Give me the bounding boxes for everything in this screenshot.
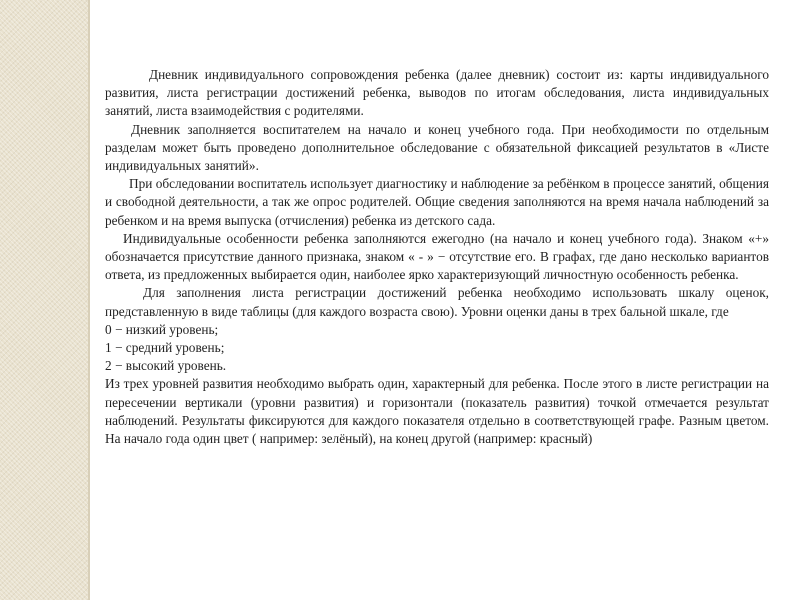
paragraph-diary-filling: Дневник заполняется воспитателем на начало и конец учебного года. При необходимости по отдельным разделам может быть проведено дополнительное обследование с обязательной фиксацией результатов в «Листе индивидуальных занятий». [105,121,769,174]
paragraph-level-selection: Из трех уровней развития необходимо выбрать один, характерный для ребенка. После этого в листе регистрации на пересечении вертикали (уровни развития) и горизонтали (показатель развития) точкой отмечается результат наблюдений. Результаты фиксируются для каждого показателя отдельно в соответствующей графе. Разным цветом. На начало года один цвет ( например: зелёный), на конец другой (например: красный) [105,376,769,447]
scale-level-mid: 1 − средний уровень; [105,340,225,356]
paragraph-registration-scale: Для заполнения листа регистрации достижений ребенка необходимо использовать шкалу оценок, представленную в виде таблицы (для каждого возраста свою). Уровни оценки даны в трех бальной шкале, где [105,285,769,319]
decorative-side-strip [0,0,88,600]
document-body [105,66,769,448]
strip-divider [88,0,90,600]
paragraph-diary-structure: Дневник индивидуального сопровождения ребенка (далее дневник) состоит из: карты индивидуального развития, листа регистрации достижений ребенка, выводов по итогам обследования, листа индивидуальных занятий, листа взаимодействия с родителями. [105,67,769,119]
paragraph-individual-features: Индивидуальные особенности ребенка заполняются ежегодно (на начало и конец учебного года). Знаком «+» обозначается присутствие данного признака, знаком « - » − отсутствие его. В графах, где дано несколько вариантов ответа, из предложенных выбирается один, наиболее ярко характеризующий личностную особенность ребенка. [105,230,769,283]
scale-level-low: 0 − низкий уровень; [105,321,219,337]
paragraph-examination: При обследовании воспитатель использует диагностику и наблюдение за ребёнком в процессе занятий, общения и свободной деятельности, а так же опрос родителей. Общие сведения заполняются на время начала наблюдений за ребенком и на время выпуска (отчисления) ребенка из детского сада. [105,176,769,228]
scale-level-high: 2 − высокий уровень. [105,358,227,374]
